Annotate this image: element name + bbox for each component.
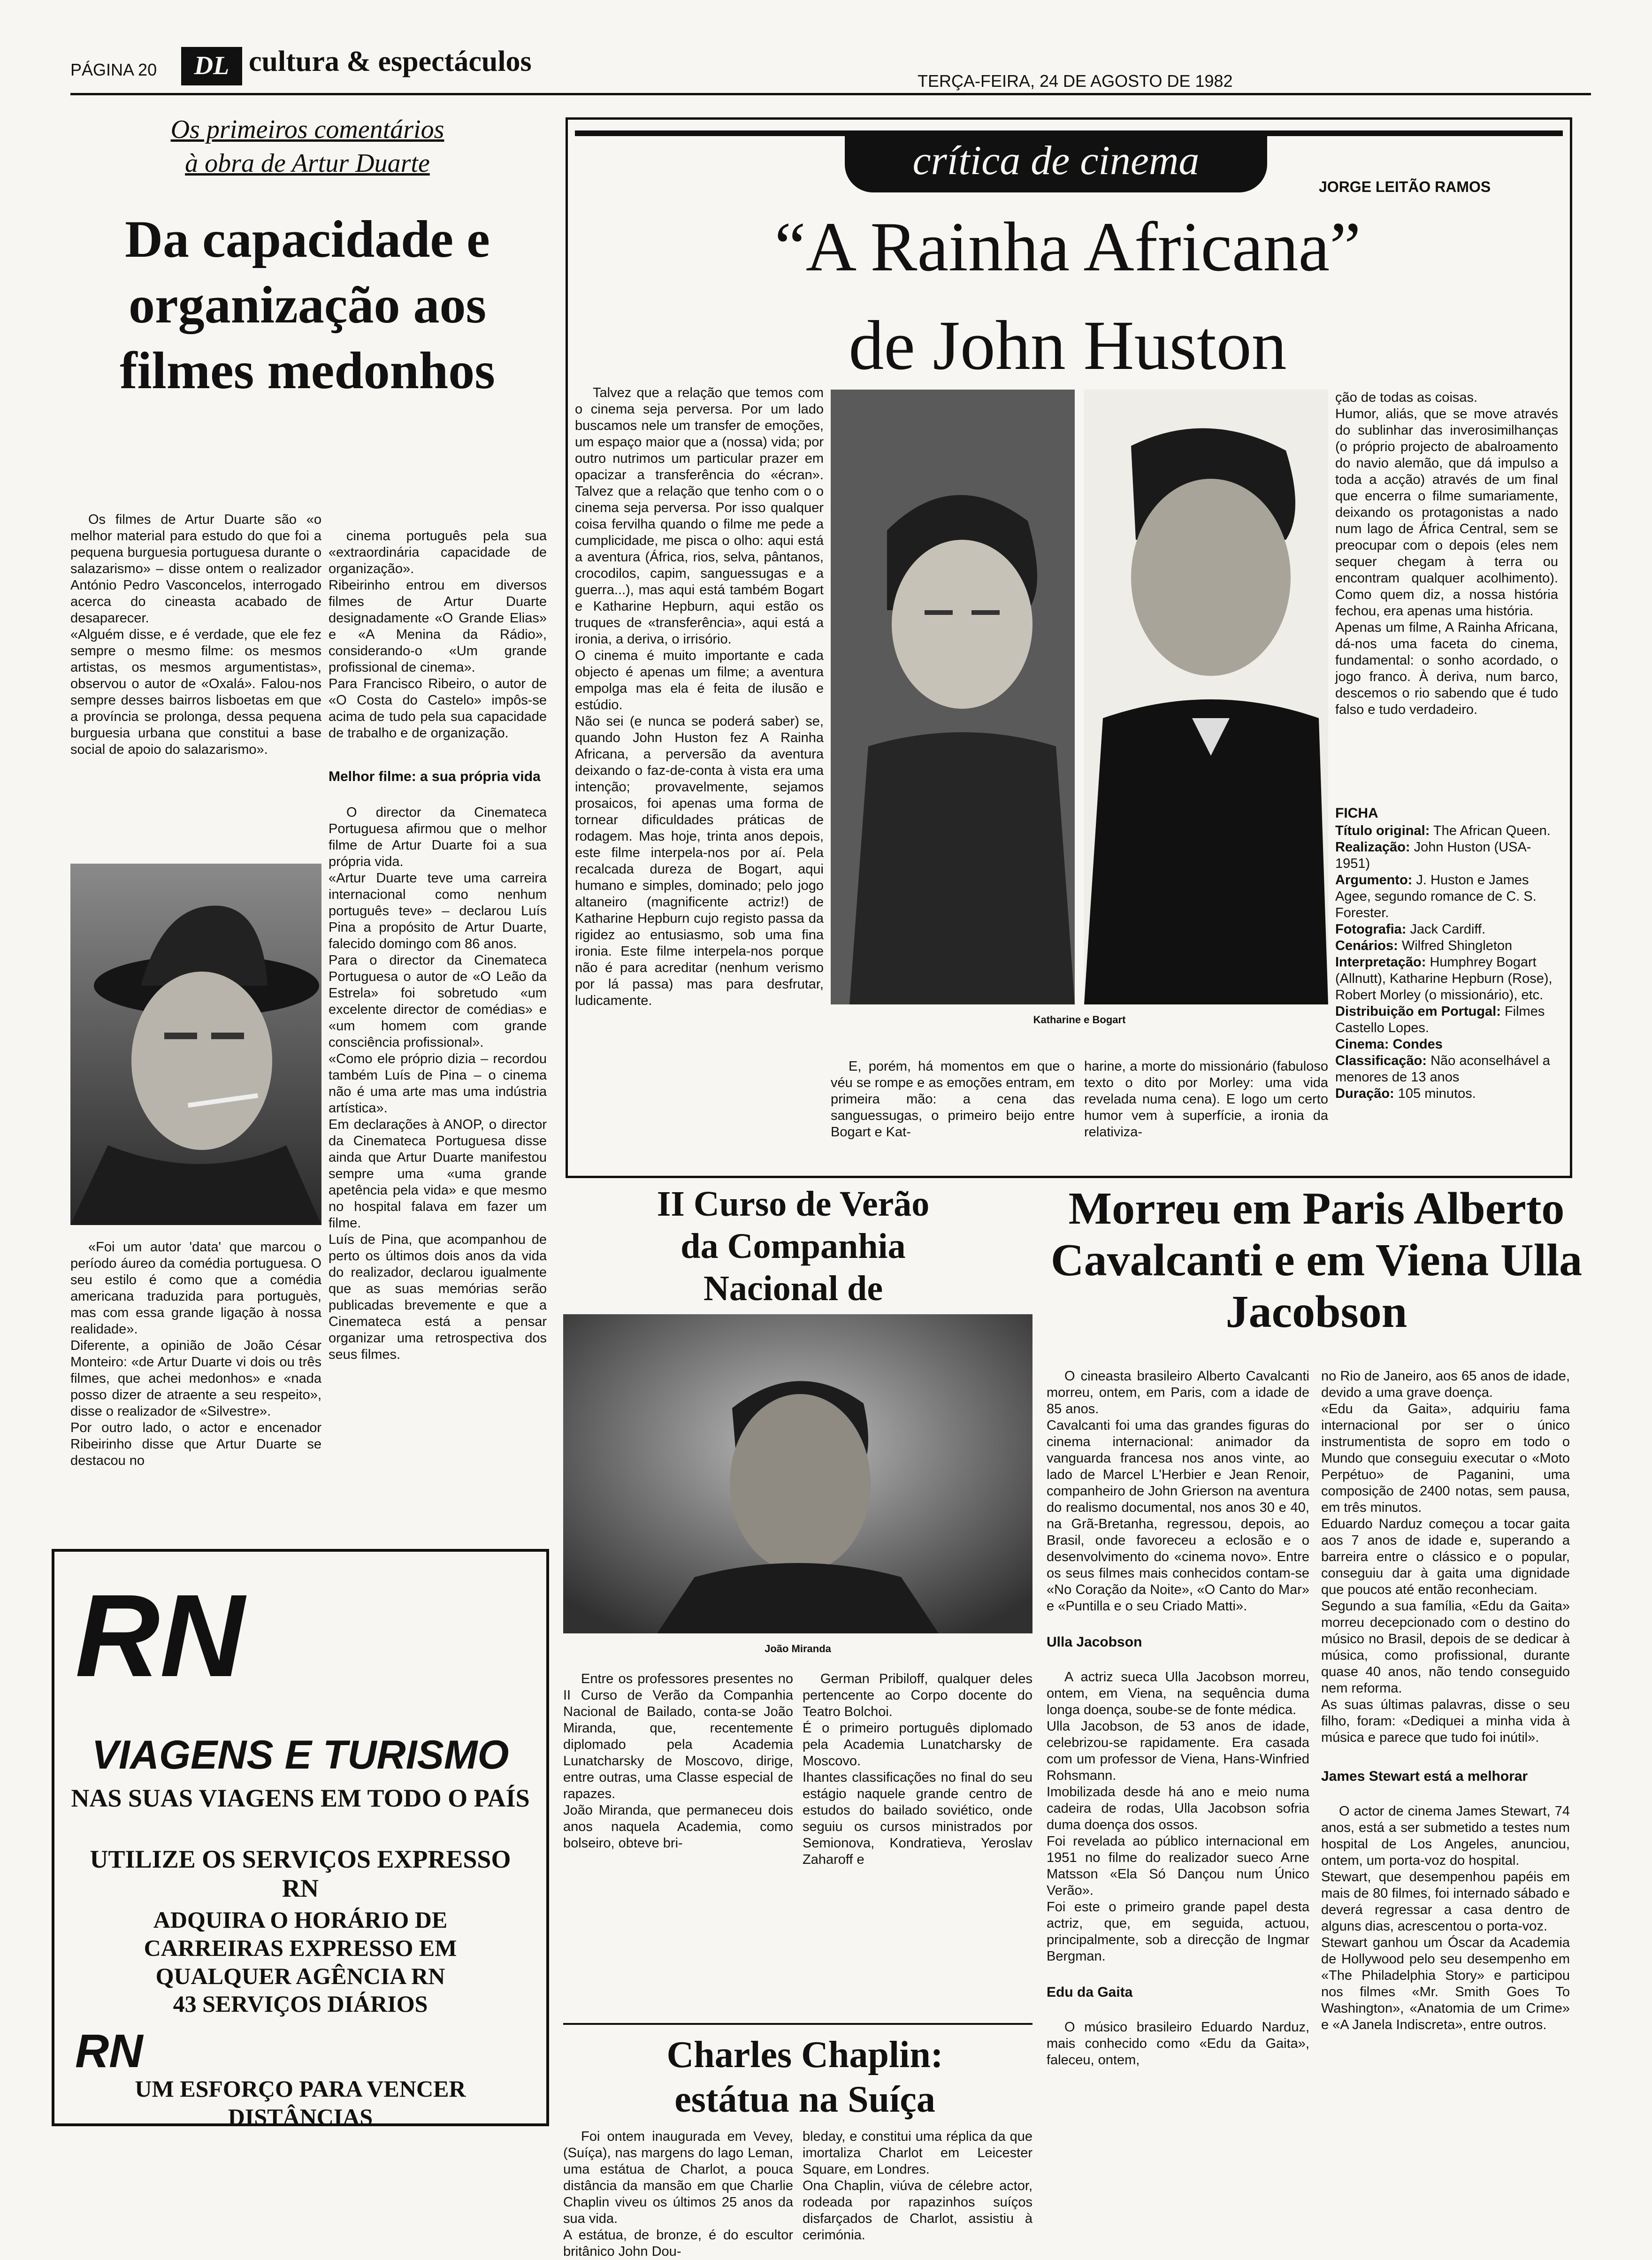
critica-col-3 — [1084, 1058, 1328, 1152]
a1-text-1: Os filmes de Artur Duarte são «o melhor material para estudo do que foi a pequena burguesia portuguesa durante o salazarismo» – disse ontem o realizador António Pedro Vasconcelos, interrogado acerca do cineasta acabado de desaparecer. «Alguém disse, e é verdade, que ele fez sempre o mesmo filme: os mesmos artistas, os mesmos argumentistas», observou o autor de «Oxalá». Falou-nos sempre desses bairros lisboetas em que a província se prolonga, dessa pequena burguesia urbana que constitui a base social de apoio do salazarismo». — [70, 512, 321, 757]
ficha-key: Distribuição em Portugal: — [1335, 1004, 1501, 1019]
ficha-val: The African Queen. — [1433, 823, 1551, 838]
ficha-row — [1335, 1004, 1558, 1036]
ficha-val: Não aconselhável a menores de 13 anos — [1335, 1053, 1550, 1085]
rn-logo-small-text: RN — [75, 2025, 143, 2077]
artur-duarte-photo — [70, 864, 321, 1225]
article-col-2 — [329, 512, 547, 1525]
subhead-stewart: James Stewart está a melhorar — [1321, 1769, 1528, 1784]
morreu-text-1: O cineasta brasileiro Alberto Cavalcanti morreu, ontem, em Paris, com a idade de 85 anos. Cavalcanti foi uma das grandes figuras do cinema internacional: animador da vanguarda francesa nos anos vinte, ao lado de Marcel L'Herbier e Jean Renoir, companheiro de John Grierson na aventura do realismo documental, nos anos 30 e 40, na Grã-Bretanha, regressou, depois, ao Brasil, onde favoreceu a eclosão e o desenvolvimento do «cinema novo». Entre os seus filmes mais conhecidos contam-se «No Coração da Noite», «O Canto do Mar» e «Puntilla e o seu Criado Matti». — [1047, 1369, 1309, 1614]
chaplin-text-2: bleday, e constitui uma réplica da que imortaliza Charlot em Leicester Square, em Londres. Ona Chaplin, viúva de célebre actor, rodeada por rapazinhos suíços disfarçados de Charlot, assistiu à cerimónia. — [803, 2129, 1032, 2243]
ad-line-4: 43 SERVIÇOS DIÁRIOS — [173, 1991, 428, 2017]
page-number: PÁGINA 20 — [70, 60, 157, 79]
ficha-row — [1335, 872, 1558, 921]
ficha-key: Título original: — [1335, 823, 1430, 838]
kicker-line-1: Os primeiros comentários — [170, 115, 444, 144]
bailado-col-2 — [803, 1671, 1032, 2000]
morreu-col-1 — [1047, 1352, 1309, 2197]
hepburn-image — [831, 390, 1075, 1004]
critica-headline-2: de John Huston — [849, 306, 1287, 384]
critica-text-2: E, porém, há momentos em que o véu se rompe e as emoções entram, em primeira mão: a cena das sanguessugas, o primeiro beijo entre Bogart e Kat- — [831, 1059, 1075, 1140]
section-title: cultura & espectáculos — [249, 46, 532, 77]
ficha-key: Interpretação: — [1335, 955, 1426, 970]
ficha-key: Argumento: — [1335, 873, 1413, 888]
critica-author: JORGE LEITÃO RAMOS — [1319, 178, 1491, 195]
article-col-1b — [70, 1239, 321, 1525]
ficha-row — [1335, 1053, 1558, 1086]
ficha-row — [1335, 954, 1558, 1004]
ficha-key: Fotografia: — [1335, 922, 1407, 937]
hepburn-photo — [831, 390, 1075, 1004]
critica-top-rule — [575, 130, 1563, 136]
header-rule — [70, 93, 1591, 95]
a1-text-3: cinema português pela sua «extraordinária capacidade de organização». Ribeirinho entrou em diversos filmes de Artur Duarte designadamente «O Grande Elias» e «A Menina da Rádio», considerando-o «Um grande profissional de cinema». Para Francisco Ribeiro, o autor de «O Costa do Castelo» impôs-se acima de tudo pela sua capacidade de trabalho e de organização. — [329, 529, 547, 741]
ficha-head: FICHA — [1335, 805, 1378, 821]
critica-photo-caption: Katharine e Bogart — [1033, 1014, 1126, 1026]
ad-title: VIAGENS E TURISMO — [92, 1732, 509, 1777]
critica-banner-text: crítica de cinema — [912, 138, 1200, 184]
subhead-edu: Edu da Gaita — [1047, 1984, 1133, 2000]
bogart-photo — [1084, 390, 1328, 1004]
morreu-text-4: no Rio de Janeiro, aos 65 anos de idade, devido a uma grave doença. «Edu da Gaita», adquiriu fama internacional por ser o único instrumentista de sopro em todo o Mundo que conseguiu executar o «Moto Perpétuo» de Paganini, uma composição de 2400 notas, sem pausa, em três minutos. Eduardo Narduz começou a tocar gaita aos 7 anos de idade e, superando a barreira entre o clássico e o popular, conseguiu dar à gaita uma dignidade que poucos até então reconheciam. Segundo a sua família, «Edu da Gaita» morreu decepcionado com o destino do músico no Brasil, depois de se dedicar à música, como profissional, durante quase 40 anos, não tendo conseguido nem reforma. As suas últimas palavras, disse o seu filho, foram: «Dediquei a minha vida à música e parece que tudo foi inútil». — [1321, 1369, 1570, 1745]
critica-text-3: harine, a morte do missionário (fabuloso texto o dito por Morley: uma vida revelada numa cena). E logo um certo humor vem à superfície, a ironia da relativiza- — [1084, 1059, 1328, 1140]
ficha-row — [1335, 938, 1558, 954]
subhead-ulla: Ulla Jacobson — [1047, 1634, 1142, 1650]
chaplin-col-1 — [563, 2129, 793, 2259]
ad-line-1: NAS SUAS VIAGENS EM TODO O PAÍS — [71, 1784, 530, 1812]
ficha-key: Duração: — [1335, 1086, 1394, 1101]
bailado-text-2: German Pribiloff, qualquer deles pertencente ao Corpo docente do Teatro Bolchoi. É o primeiro português diplomado pela Academia Lunatcharsky de Moscovo. Ihantes classificações no final do seu estágio naquele grande centro de estudos do bailado soviético, onde seguiu os cursos ministrados por Semionova, Kondratieva, Yeroslav Zaharoff e — [803, 1671, 1032, 1867]
morreu-col-2 — [1321, 1352, 1570, 2197]
portrait-image — [70, 864, 321, 1225]
ficha-row — [1335, 839, 1558, 872]
a1-text-2: «Foi um autor 'data' que marcou o período áureo da comédia portuguesa. O seu estilo é como que a comédia americana traduzida para portuguès, mas com essa grande ligação à nossa realidade». Diferente, a opinião de João César Monteiro: «de Artur Duarte vi dois ou três filmes, que achei medonhos» e «nada posso dizer de atraente a seu respeito», disse o realizador de «Silvestre». Por outro lado, o actor e encenador Ribeirinho disse que Artur Duarte se destacou no — [70, 1240, 321, 1468]
rn-logo: RN — [75, 1570, 245, 1701]
ad-line-2: UTILIZE OS SERVIÇOS EXPRESSO RN — [90, 1845, 511, 1902]
ficha-val: Humphrey Bogart (Allnutt), Katharine Hepburn (Rose), Robert Morley (o missionário), etc. — [1335, 955, 1553, 1003]
critica-text-4: ção de todas as coisas. Humor, aliás, que se move através do sublinhar das inverosimilhanças (o próprio projecto de abalroamento do navio alemão, que dá impulso a toda a acção) através de um final que encerra o filme sumariamente, deixando os protagonistas a nado num lago de África Central, sem se preocupar com o depois (eles nem sequer chegam à terra ou encontram qualquer acolhimento). Como quem diz, a nossa história fechou, era apenas uma história. Apenas um filme, A Rainha Africana, dá-nos uma faceta do cinema, fundamental: o sonho acordado, o jogo franco. À deriva, num barco, descemos o rio sabendo que é tudo falso e tudo verdadeiro. — [1335, 390, 1558, 717]
ficha-row — [1335, 1036, 1558, 1053]
article-headline: Da capacidade e organização aos filmes medonhos — [120, 210, 495, 400]
rn-logo-small — [75, 2025, 143, 2077]
article-kicker — [70, 113, 544, 180]
critica-headline-1: “A Rainha Africana” — [774, 208, 1361, 286]
bailado-headline: II Curso de Verão da Companhia Nacional de — [657, 1184, 930, 1308]
ad-slogan: UM ESFORÇO PARA VENCER DISTÂNCIAS — [135, 2076, 466, 2130]
critica-ficha — [1335, 805, 1558, 1148]
ficha-key: Realização: — [1335, 840, 1410, 855]
page-date: TERÇA-FEIRA, 24 DE AGOSTO DE 1982 — [918, 71, 1233, 91]
a1-text-4: O director da Cinemateca Portuguesa afirmou que o melhor filme de Artur Duarte foi a sua própria vida. «Artur Duarte teve uma carreira internacional como nenhum português teve» – declarou Luís Pina a propósito de Artur Duarte, falecido domingo com 86 anos. Para o director da Cinemateca Portuguesa o autor de «O Leão da Estrela» foi sobretudo «um excelente director de comédias» e «um homem com grande consciência profissional». «Como ele próprio dizia – recordou também Luís de Pina – o cinema não é uma arte mas uma indústria artística». Em declarações à ANOP, o director da Cinemateca Portuguesa disse ainda que Artur Duarte manifestou sempre uma «uma grande apetência pela vida» e que mesmo no hospital falava em fazer um filme. Luís de Pina, que acompanhou de perto os últimos dois anos da vida do realizador, declarou igualmente que as suas memórias serão publicadas brevemente e que a Cinemateca está a pensar organizar uma retrospectiva dos seus filmes. — [329, 805, 547, 1362]
morreu-headline: Morreu em Paris Alberto Cavalcanti e em Viena Ulla Jacobson — [1050, 1183, 1583, 1337]
ficha-val: John Huston (USA-1951) — [1335, 840, 1531, 871]
critica-col-4 — [1335, 390, 1558, 803]
morreu-text-3: O músico brasileiro Eduardo Narduz, mais conhecido como «Edu da Gaita», faleceu, ontem, — [1047, 2020, 1309, 2068]
ficha-key: Cenários: — [1335, 938, 1398, 953]
morreu-text-2: A actriz sueca Ulla Jacobson morreu, ontem, em Viena, na sequência duma longa doença, soube-se de fonte médica. Ulla Jacobson, de 53 anos de idade, celebrizou-se rapidamente. Era casada com um professor de Viena, Hans-Winfried Rohsmann. Imobilizada desde há ano e meio numa cadeira de rodas, Ulla Jacobson sofria duma doença dos ossos. Foi revelada ao público internacional em 1951 no filme do realizador sueco Arne Matsson «Ela Só Dançou num Único Verão». Foi este o primeiro grande papel desta actriz, que, em seguida, actuou, principalmente, sob a direcção de Ingmar Bergman. — [1047, 1670, 1309, 1964]
joao-miranda-image — [563, 1314, 1032, 1633]
ficha-val: Condes — [1392, 1037, 1443, 1052]
joao-miranda-photo — [563, 1314, 1032, 1633]
bailado-bottom-rule — [563, 2023, 1032, 2025]
ficha-val: 105 minutos. — [1398, 1086, 1476, 1101]
article-col-1 — [70, 512, 321, 840]
ficha-key: Cinema: — [1335, 1037, 1389, 1052]
ficha-row — [1335, 823, 1558, 839]
bogart-image — [1084, 390, 1328, 1004]
bailado-photo-caption: João Miranda — [765, 1643, 831, 1655]
subhead-melhor-filme: Melhor filme: a sua própria vida — [329, 769, 541, 784]
bailado-col-1 — [563, 1671, 793, 2000]
kicker-line-2: à obra de Artur Duarte — [185, 149, 430, 178]
critica-col-1 — [575, 385, 824, 1145]
ficha-val: Filmes Castello Lopes. — [1335, 1004, 1545, 1035]
ficha-row — [1335, 1086, 1558, 1102]
ficha-key: Classificação: — [1335, 1053, 1427, 1068]
chaplin-headline-1: Charles Chaplin: — [666, 2034, 943, 2076]
chaplin-text-1: Foi ontem inaugurada em Vevey, (Suíça), nas margens do lago Leman, uma estátua de Charlot, a pouca distância da mansão em que Charlie Chaplin viveu os últimos 25 anos da sua vida. A estátua, de bronze, é do escultor britânico John Dou- — [563, 2129, 793, 2259]
ficha-val: Wilfred Shingleton — [1401, 938, 1513, 953]
ficha-val: Jack Cardiff. — [1410, 922, 1486, 937]
ficha-row — [1335, 921, 1558, 938]
ad-line-3: ADQUIRA O HORÁRIO DE CARREIRAS EXPRESSO EM QUALQUER AGÊNCIA RN — [144, 1907, 457, 1989]
newspaper-logo: DL — [181, 47, 242, 85]
critica-col-2 — [831, 1058, 1075, 1152]
bailado-text-1: Entre os professores presentes no II Curso de Verão da Companhia Nacional de Bailado, conta-se João Miranda, que, recentemente diplomado pela Academia Lunatcharsky de Moscovo, dirige, entre outras, uma Classe especial de rapazes. João Miranda, que permaneceu dois anos naquela Academia, como bolseiro, obteve bri- — [563, 1671, 793, 1851]
ficha-val: J. Huston e James Agee, segundo romance de C. S. Forester. — [1335, 873, 1537, 920]
chaplin-headline-2: estátua na Suíça — [674, 2079, 935, 2120]
morreu-text-5: O actor de cinema James Stewart, 74 anos, está a ser submetido a testes num hospital de Los Angeles, anunciou, ontem, um porta-voz do hospital. Stewart, que desempenhou papéis em mais de 80 filmes, foi internado sábado e deverá regressar a casa dentro de alguns dias, acrescentou o porta-voz. Stewart ganhou um Óscar da Academia de Hollywood pelo seu desempenho em «The Philadelphia Story» e participou nos filmes «Mr. Smith Goes To Washington», «Anatomia de um Crime» e «A Janela Indiscreta», entre outros. — [1321, 1804, 1570, 2032]
chaplin-col-2 — [803, 2129, 1032, 2243]
critica-text-1: Talvez que a relação que temos com o cinema seja perversa. Por um lado buscamos nele um transfer de emoções, um espaço maior que a (nossa) vida; por outro nutrimos um particular prazer em opacizar a transferência do «écran». Talvez que a relação que tenho com o o cinema seja perversa. Por isso qualquer coisa fervilha quando o filme me pede a cumplicidade, me pisca o olho: aqui está a aventura (África, rios, selva, pântanos, crocodilos, capim, sanguessugas e a guerra...), mas aqui está também Bogart e Katharine Hepburn, aqui estão os truques de «transferência», aqui está a ironia, a deriva, o irrisório. O cinema é muito importante e cada objecto é apenas um filme; a aventura empolga mas ela é feita de ilusão e estúdio. Não sei (e nunca se poderá saber) se, quando John Huston fez A Rainha Africana, a perversão da aventura deixando o faz-de-conta à vista era uma intenção; provavelmente, sejamos prosaicos, foi apenas uma forma de tornear dificuldades práticas de rodagem. Mas hoje, trinta anos depois, este filme interpela-nos por aí. Pela recalcada dureza de Bogart, aqui humano e simples, dominado; pelo jogo altaneiro (magnificente actriz!) de Katharine Hepburn cujo registo passa da rigidez ao entusiasmo, sob uma fina ironia. Este filme interpela-nos porque não é para acreditar (nenhum verismo por lá passa) mas para desfrutar, ludicamente. — [575, 385, 824, 1008]
